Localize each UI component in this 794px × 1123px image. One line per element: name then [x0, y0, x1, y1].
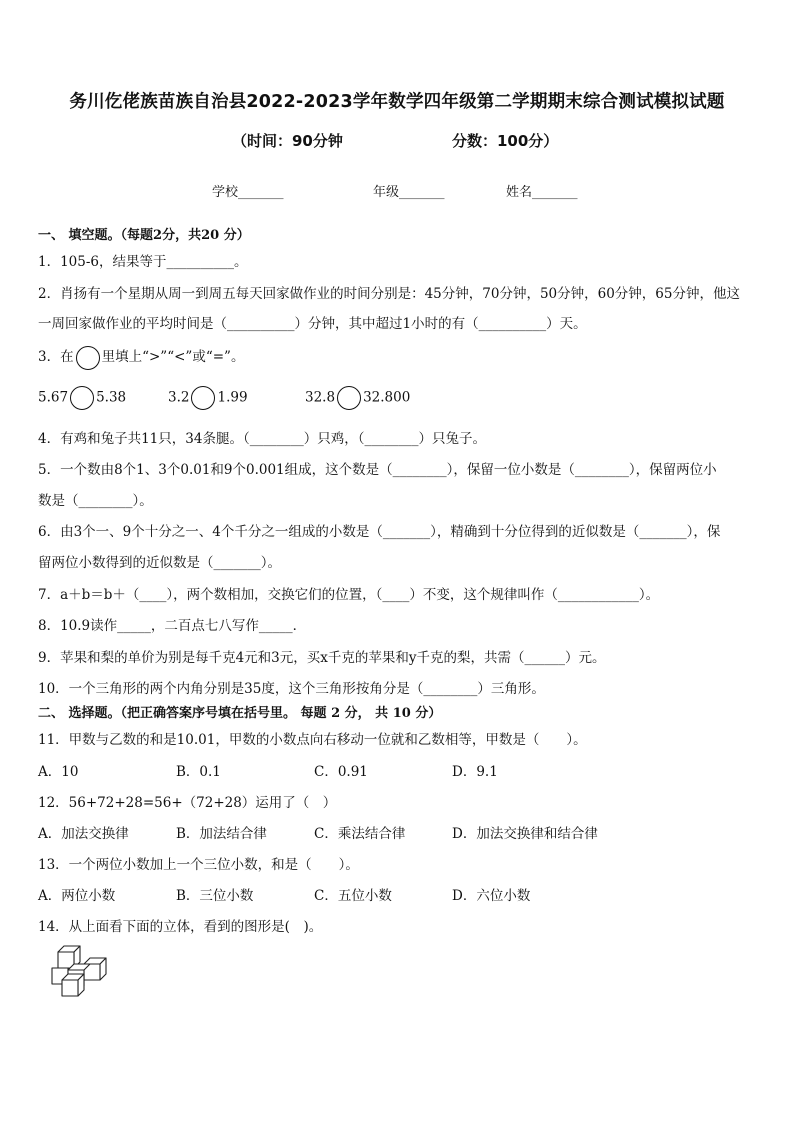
exam-score: 分数：100分） — [452, 132, 559, 150]
question-3 — [38, 345, 244, 370]
grade-field[interactable]: 年级_______ — [373, 185, 445, 200]
cube-face — [62, 980, 78, 996]
question-10: 10．一个三角形的两个内角分别是35度，这个三角形按角分是（________）三角形。 — [38, 681, 545, 697]
question-13: 13．一个两位小数加上一个三位小数，和是（ ）。 — [38, 857, 359, 873]
question-8: 8．10.9读作_____，二百点七八写作_____． — [38, 618, 307, 634]
compare-circle-icon — [76, 346, 100, 370]
school-field[interactable]: 学校_______ — [212, 185, 284, 200]
q12-option-d[interactable]: D．加法交换律和结合律 — [452, 826, 598, 842]
question-3-suffix: 里填上“>”“<”或“=”。 — [101, 349, 245, 365]
section-2-heading: 二、 选择题。（把正确答案序号填在括号里。 每题 2 分， 共 10 分） — [38, 706, 442, 721]
question-6-line-2: 留两位小数得到的近似数是（_______）。 — [38, 555, 281, 571]
q12-option-b[interactable]: B．加法结合律 — [176, 826, 267, 842]
exam-time: （时间：90分钟 — [232, 132, 343, 150]
compare-right: 5.38 — [96, 389, 127, 406]
compare-circle-blank[interactable] — [191, 386, 215, 410]
compare-item-3 — [305, 386, 410, 410]
question-2-line-2: 一周回家做作业的平均时间是（__________）分钟，其中超过1小时的有（__________）天。 — [38, 316, 587, 332]
question-14: 14．从上面看下面的立体，看到的图形是( )。 — [38, 919, 323, 935]
q11-option-b[interactable]: B．0.1 — [176, 764, 221, 780]
question-12: 12．56+72+28=56+（72+28）运用了（ ） — [38, 795, 337, 811]
compare-right: 32.800 — [363, 389, 411, 406]
q11-option-a[interactable]: A．10 — [38, 764, 79, 780]
question-6-line-1: 6．由3个一、9个十分之一、4个千分之一组成的小数是（_______），精确到十分位得到的近似数是（_______），保 — [38, 524, 721, 540]
q13-option-c[interactable]: C．五位小数 — [314, 888, 392, 904]
question-7: 7．a＋b＝b＋（____），两个数相加，交换它们的位置，（____）不变，这个规律叫作（____________）。 — [38, 587, 660, 603]
compare-circle-blank[interactable] — [337, 386, 361, 410]
q12-option-c[interactable]: C．乘法结合律 — [314, 826, 406, 842]
question-9: 9．苹果和梨的单价为别是每千克4元和3元，买x千克的苹果和y千克的梨，共需（______）元。 — [38, 650, 606, 666]
q11-option-c[interactable]: C．0.91 — [314, 764, 368, 780]
q12-option-a[interactable]: A．加法交换律 — [38, 826, 129, 842]
compare-item-2 — [168, 386, 248, 410]
question-2-line-1: 2．肖扬有一个星期从周一到周五每天回家做作业的时间分别是：45分钟，70分钟，50分钟，60分钟，65分钟，他这 — [38, 286, 740, 302]
q13-option-d[interactable]: D．六位小数 — [452, 888, 531, 904]
question-5-line-2: 数是（________）。 — [38, 493, 153, 509]
compare-item-1 — [38, 386, 126, 410]
question-1: 1．105-6，结果等于__________。 — [38, 254, 248, 270]
cube-stack-figure — [48, 942, 116, 1000]
compare-left: 32.8 — [305, 389, 336, 406]
question-3-prefix: 3．在 — [38, 349, 74, 365]
name-field[interactable]: 姓名_______ — [506, 185, 578, 200]
compare-right: 1.99 — [217, 389, 248, 406]
section-1-heading: 一、 填空题。（每题2分，共20 分） — [38, 228, 250, 243]
compare-left: 5.67 — [38, 389, 69, 406]
q13-option-a[interactable]: A．两位小数 — [38, 888, 116, 904]
exam-title: 务川仡佬族苗族自治县2022-2023学年数学四年级第二学期期末综合测试模拟试题 — [69, 92, 725, 112]
compare-left: 3.2 — [168, 389, 190, 406]
question-11: 11．甲数与乙数的和是10.01，甲数的小数点向右移动一位就和乙数相等，甲数是（ ）。 — [38, 732, 587, 748]
question-4: 4．有鸡和兔子共11只，34条腿。（________）只鸡，（________）只兔子。 — [38, 431, 486, 447]
compare-circle-blank[interactable] — [70, 386, 94, 410]
question-5-line-1: 5．一个数由8个1、3个0.01和9个0.001组成，这个数是（________），保留一位小数是（________），保留两位小 — [38, 462, 717, 478]
q11-option-d[interactable]: D．9.1 — [452, 764, 498, 780]
cube-face — [58, 952, 74, 968]
q13-option-b[interactable]: B．三位小数 — [176, 888, 254, 904]
